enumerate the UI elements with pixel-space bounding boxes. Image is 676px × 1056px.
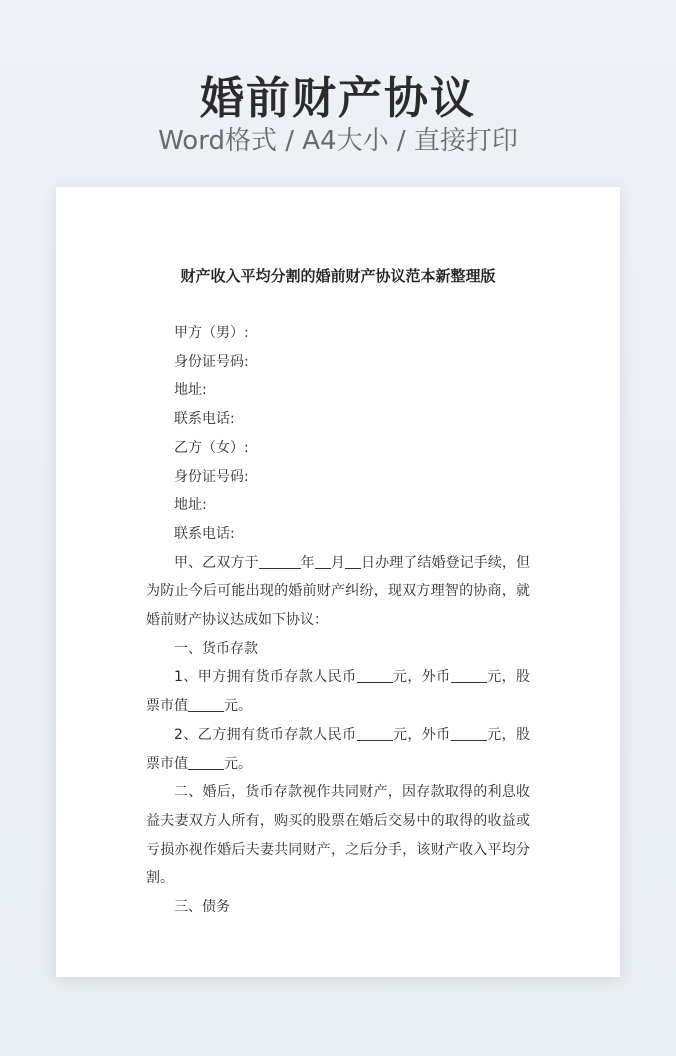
clause-2-text-4: 元。 — [224, 755, 252, 772]
clause-2-text-1: 2、乙方拥有货币存款人民币 — [174, 726, 357, 743]
blank-stock — [188, 695, 224, 712]
clause-1 — [146, 663, 530, 720]
clause-1-text-1: 1、甲方拥有货币存款人民币 — [174, 669, 357, 686]
clause-1-text-4: 元。 — [224, 698, 252, 715]
blank-foreign — [451, 666, 487, 683]
clause-2 — [146, 721, 530, 778]
blank-day — [345, 552, 361, 569]
field-party-a-address: 地址: — [174, 382, 207, 399]
blank-rmb — [357, 666, 393, 683]
field-party-b-phone: 联系电话: — [174, 525, 235, 542]
intro-text-2: 年 — [300, 554, 315, 571]
section-3-heading: 三、债务 — [174, 899, 230, 916]
banner-subtitle: Word格式 / A4大小 / 直接打印 — [158, 126, 518, 156]
intro-text-1: 甲、乙双方于 — [174, 554, 259, 571]
intro-paragraph — [146, 549, 530, 635]
field-party-a: 甲方（男）: — [174, 325, 249, 341]
field-party-a-phone: 联系电话: — [174, 411, 235, 428]
field-party-a-id: 身份证号码: — [174, 353, 249, 370]
section-2-paragraph: 二、婚后，货币存款视作共同财产，因存款取得的利息收益夫妻双方人所有，购买的股票在婚后交易中的取得的收益或亏损亦视作婚后夫妻共同财产，之后分手，该财产收入平均分割。 — [146, 784, 530, 887]
clause-1-text-2: 元，外币 — [392, 669, 451, 686]
blank-stock — [188, 753, 224, 770]
section-1-heading: 一、货币存款 — [174, 640, 258, 657]
clause-2-text-2: 元，外币 — [392, 726, 451, 743]
document-page — [56, 187, 620, 977]
field-party-b-id: 身份证号码: — [174, 468, 249, 485]
field-party-b: 乙方（女）: — [174, 439, 249, 456]
clause-1-text-3: 元，股票市值 — [146, 669, 530, 715]
document-body — [146, 319, 530, 922]
field-party-b-address: 地址: — [174, 497, 207, 514]
blank-month — [315, 552, 331, 569]
blank-foreign — [451, 724, 487, 741]
clause-2-text-3: 元，股票市值 — [146, 726, 530, 772]
blank-rmb — [357, 724, 393, 741]
blank-year — [259, 552, 301, 569]
intro-text-3: 月 — [330, 554, 345, 571]
intro-text-4: 日办理了结婚登记手续，但为防止今后可能出现的婚前财产纠纷，现双方理智的协商，就婚前财产协议达成如下协议： — [146, 554, 531, 629]
banner-title: 婚前财产协议 — [200, 73, 476, 124]
document-title: 财产收入平均分割的婚前财产协议范本新整理版 — [180, 267, 496, 285]
